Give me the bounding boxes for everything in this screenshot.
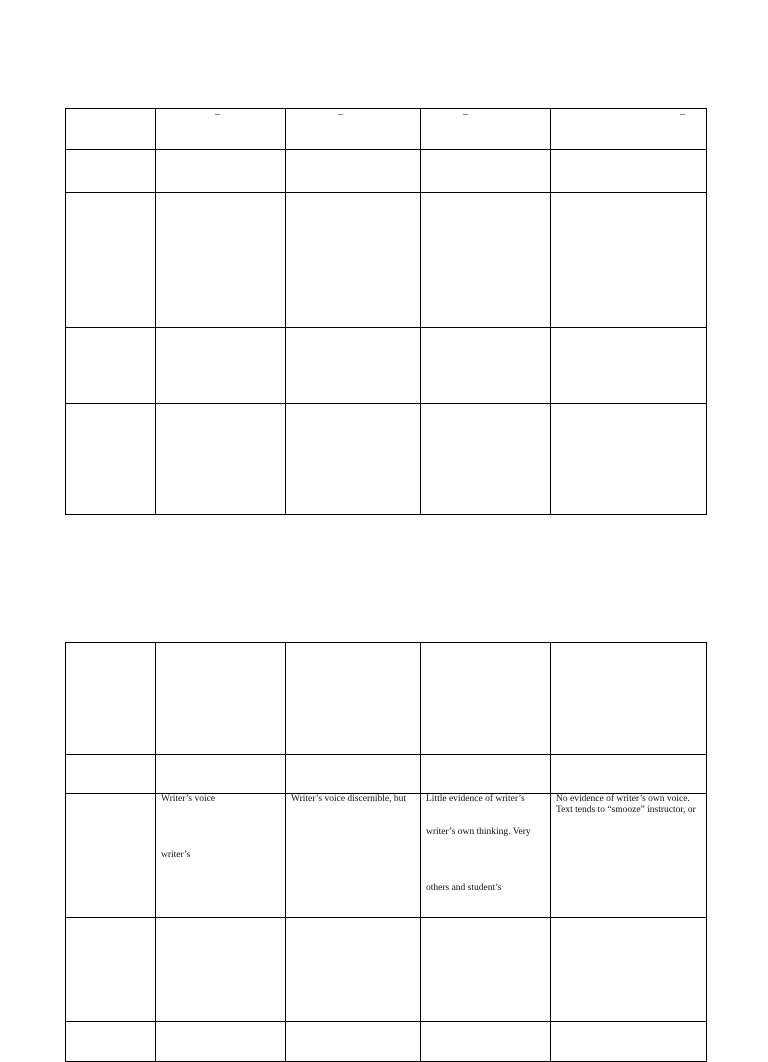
table-cell — [421, 643, 551, 755]
table-cell — [551, 918, 707, 1022]
table-cell — [551, 109, 707, 150]
cell-text: Writer’s voice — [161, 794, 216, 804]
table-cell — [156, 1022, 286, 1062]
table-cell — [551, 794, 707, 918]
table-cell — [421, 109, 551, 150]
table-row — [66, 328, 707, 404]
table-cell — [286, 150, 421, 193]
table-cell — [66, 794, 156, 918]
table-cell — [66, 328, 156, 404]
table-cell — [66, 1022, 156, 1062]
table-cell — [421, 1022, 551, 1062]
table-cell — [66, 109, 156, 150]
cell-text: Little evidence of writer’s — [426, 794, 525, 804]
table-cell — [156, 109, 286, 150]
table-cell — [286, 193, 421, 328]
table-cell — [156, 193, 286, 328]
cell-text: writer’s — [161, 850, 191, 860]
table-cell — [156, 328, 286, 404]
table-cell — [66, 193, 156, 328]
table-cell — [551, 1022, 707, 1062]
table-row — [66, 404, 707, 515]
header-mark: – — [215, 109, 220, 120]
table-cell — [156, 794, 286, 918]
table-cell — [551, 755, 707, 794]
table-cell — [551, 328, 707, 404]
rubric-table-top — [65, 108, 707, 515]
table-row-voice — [66, 794, 707, 918]
table-row — [66, 755, 707, 794]
table-cell — [421, 328, 551, 404]
table-cell — [286, 328, 421, 404]
cell-text: writer’s own thinking. Very — [426, 827, 531, 837]
table-cell — [286, 404, 421, 515]
table-row — [66, 150, 707, 193]
header-mark: – — [463, 109, 468, 120]
table-cell — [286, 1022, 421, 1062]
table-cell — [421, 918, 551, 1022]
table-cell — [551, 404, 707, 515]
table-cell — [551, 193, 707, 328]
table-cell — [551, 150, 707, 193]
table-cell — [286, 755, 421, 794]
table-cell — [156, 404, 286, 515]
table-cell — [66, 755, 156, 794]
table-row — [66, 193, 707, 328]
cell-text: No evidence of writer’s own voice. — [556, 794, 690, 804]
cell-text: others and student’s — [426, 883, 502, 893]
table-cell — [156, 643, 286, 755]
table-row — [66, 109, 707, 150]
table-cell — [421, 193, 551, 328]
table-cell — [66, 150, 156, 193]
header-mark: – — [680, 109, 685, 120]
table-cell — [156, 150, 286, 193]
cell-text: Writer’s voice discernible, but — [291, 794, 406, 804]
table-cell — [421, 755, 551, 794]
table-cell — [66, 643, 156, 755]
table-row — [66, 918, 707, 1022]
table-cell — [156, 755, 286, 794]
table-row — [66, 643, 707, 755]
table-cell — [286, 918, 421, 1022]
cell-text: Text tends to “smooze” instructor, or — [556, 805, 696, 815]
table-cell — [551, 643, 707, 755]
table-cell — [66, 918, 156, 1022]
table-row — [66, 1022, 707, 1062]
table-cell — [286, 794, 421, 918]
table-cell — [421, 404, 551, 515]
table-cell — [66, 404, 156, 515]
table-cell — [421, 150, 551, 193]
table-cell — [286, 643, 421, 755]
table-cell — [286, 109, 421, 150]
table-cell — [156, 918, 286, 1022]
table-cell — [421, 794, 551, 918]
header-mark: – — [338, 109, 343, 120]
rubric-table-bottom — [65, 642, 707, 1062]
